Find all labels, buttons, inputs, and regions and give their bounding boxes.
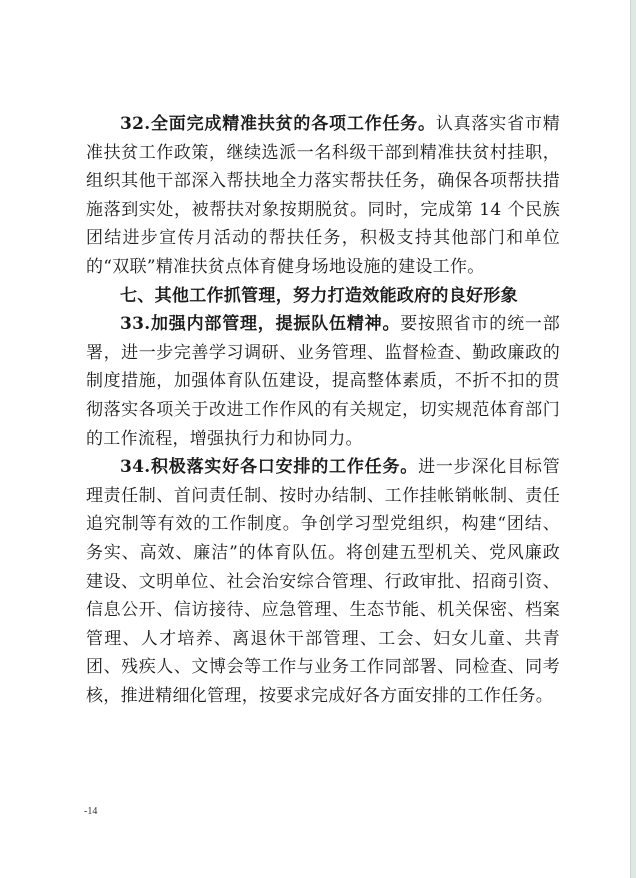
paragraph-item-33: [86, 310, 560, 453]
item-33-body: 要按照省市的统一部署，进一步完善学习调研、业务管理、监督检查、勤政廉政的制度措施，加强体育队伍建设，提高整体素质，不折不扣的贯彻落实各项关于改进工作作风的有关规定，切实规范体育部门的工作流程，增强执行力和协同力。: [86, 314, 560, 449]
section-heading-7: 七、其他工作抓管理，努力打造效能政府的良好形象: [120, 285, 518, 306]
page-number: -14: [84, 806, 98, 817]
paragraph-item-32: [86, 110, 560, 282]
item-32-lead: 32.全面完成精准扶贫的各项工作任务。: [120, 114, 436, 134]
document-body: [86, 110, 560, 710]
page-edge: [630, 0, 636, 878]
paragraph-item-34: [86, 453, 560, 710]
item-33-lead: 33.加强内部管理，提振队伍精神。: [120, 314, 401, 335]
item-34-lead: 34.积极落实好各口安排的工作任务。: [120, 457, 419, 478]
item-34-body: 进一步深化目标管理责任制、首问责任制、按时办结制、工作挂帐销帐制、责任追究制等有效的工作制度。争创学习型党组织，构建“团结、务实、高效、廉洁”的体育队伍。将创建五型机关、党风廉政建设、文明单位、社会治安综合管理、行政审批、招商引资、信息公开、信访接待、应急管理、生态节能、机关保密、档案管理、人才培养、离退休干部管理、工会、妇女儿童、共青团、残疾人、文博会等工作与业务工作同部署、同检查、同考核，推进精细化管理，按要求完成好各方面安排的工作任务。: [86, 457, 560, 706]
item-32-body: 认真落实省市精准扶贫工作政策，继续选派一名科级干部到精准扶贫村挂职，组织其他干部深入帮扶地全力落实帮扶任务，确保各项帮扶措施落到实处，被帮扶对象按期脱贫。同时，完成第 14 个民族团结进步宣传月活动的帮扶任务，积极支持其他部门和单位的“双联”精准扶贫点体育健身场地设施的建设工作。: [86, 114, 560, 277]
